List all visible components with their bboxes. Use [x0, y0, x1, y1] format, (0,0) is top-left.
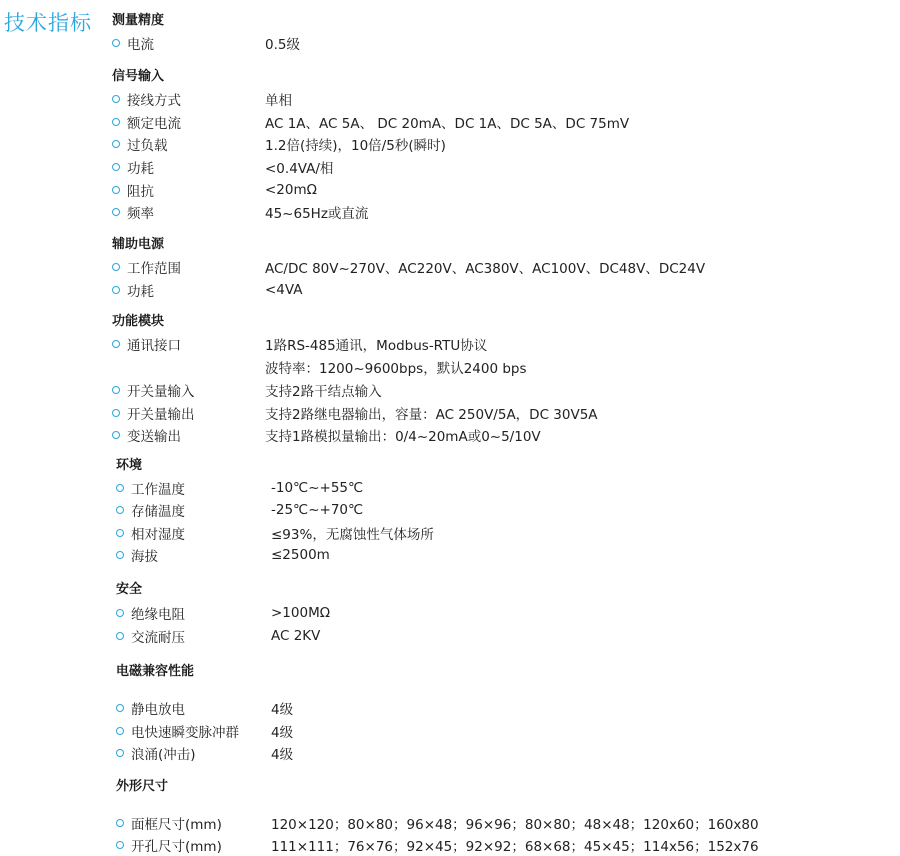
- spec-value: 支持1路模拟量输出：0/4~20mA或0~5/10V: [265, 429, 541, 446]
- spec-label: 相对湿度: [131, 526, 185, 543]
- spec-row: [112, 279, 303, 302]
- spec-label: 额定电流: [127, 115, 181, 132]
- spec-label: 开孔尺寸(mm): [131, 839, 222, 855]
- spec-value: <20mΩ: [265, 181, 317, 198]
- spec-label: 开关量输入: [127, 383, 195, 400]
- spec-row: [116, 601, 331, 624]
- spec-value: 4级: [271, 702, 294, 719]
- spec-row: [112, 401, 598, 424]
- spec-row: [116, 624, 321, 647]
- spec-label: 浪涌(冲击): [131, 747, 196, 764]
- circle-bullet-icon: [116, 506, 124, 514]
- section-emc-performance: [116, 661, 294, 765]
- spec-row: [116, 742, 294, 765]
- spec-row: [112, 356, 527, 379]
- spec-label: 接线方式: [127, 93, 181, 110]
- spec-value: ≤2500m: [271, 547, 330, 564]
- spec-value: >100MΩ: [271, 604, 331, 621]
- spec-value: 120×120；80×80；96×48；96×96；80×80；48×48；120x60；160x80: [271, 817, 759, 833]
- spec-label: 频率: [127, 206, 154, 223]
- page-title: 技术指标: [4, 11, 92, 35]
- spec-label: 静电放电: [131, 702, 185, 719]
- circle-bullet-icon: [112, 386, 120, 394]
- spec-row: [116, 834, 759, 856]
- circle-bullet-icon: [116, 609, 124, 617]
- spec-label: 功耗: [127, 283, 154, 300]
- spec-label: 功耗: [127, 161, 154, 178]
- circle-bullet-icon: [112, 431, 120, 439]
- spec-value: AC/DC 80V~270V、AC220V、AC380V、AC100V、DC48V、DC24V: [265, 261, 706, 278]
- spec-value: -10℃~+55℃: [271, 480, 364, 497]
- spec-row: [112, 201, 369, 224]
- section-title: 功能模块: [112, 314, 165, 329]
- section-title: 环境: [116, 458, 143, 473]
- spec-label: 工作温度: [131, 482, 185, 499]
- spec-label: 过负载: [127, 138, 168, 155]
- spec-value: AC 2KV: [271, 627, 321, 644]
- spec-value: <0.4VA/相: [265, 161, 334, 178]
- circle-bullet-icon: [112, 163, 120, 171]
- spec-row: [112, 178, 317, 201]
- spec-row: [112, 333, 488, 356]
- spec-row: [112, 88, 292, 111]
- spec-row: [116, 499, 364, 521]
- circle-bullet-icon: [116, 704, 124, 712]
- spec-row: [116, 697, 294, 720]
- circle-bullet-icon: [112, 39, 120, 47]
- section-title: 安全: [116, 582, 143, 597]
- section-measurement-accuracy: [112, 10, 300, 54]
- spec-value: 单相: [265, 93, 292, 110]
- spec-value: 0.5级: [265, 37, 300, 53]
- spec-row: [112, 156, 334, 179]
- circle-bullet-icon: [112, 263, 120, 271]
- section-dimensions: [116, 776, 759, 856]
- circle-bullet-icon: [116, 484, 124, 492]
- circle-bullet-icon: [112, 409, 120, 417]
- spec-row: [112, 111, 630, 134]
- circle-bullet-icon: [116, 632, 124, 640]
- spec-row: [112, 133, 446, 156]
- spec-label: 通讯接口: [127, 338, 181, 355]
- spec-row: [116, 720, 294, 743]
- circle-bullet-icon: [112, 95, 120, 103]
- spec-value: -25℃~+70℃: [271, 502, 364, 519]
- spec-label: 阻抗: [127, 183, 154, 200]
- spec-row: [116, 477, 364, 499]
- circle-bullet-icon: [112, 186, 120, 194]
- spec-row: [116, 522, 434, 544]
- section-title: 外形尺寸: [116, 779, 169, 794]
- circle-bullet-icon: [116, 819, 124, 827]
- spec-row: [116, 812, 759, 834]
- spec-row: [112, 379, 382, 402]
- circle-bullet-icon: [112, 118, 120, 126]
- circle-bullet-icon: [116, 727, 124, 735]
- spec-label: 海拔: [131, 549, 158, 566]
- spec-value: ≤93%，无腐蚀性气体场所: [271, 526, 434, 543]
- spec-label: 交流耐压: [131, 629, 185, 646]
- circle-bullet-icon: [112, 340, 120, 348]
- section-function-modules: [112, 311, 598, 447]
- spec-value: <4VA: [265, 281, 303, 298]
- circle-bullet-icon: [116, 529, 124, 537]
- circle-bullet-icon: [112, 286, 120, 294]
- spec-value: 1.2倍(持续)，10倍/5秒(瞬时): [265, 138, 446, 155]
- spec-row: [112, 32, 300, 54]
- section-title: 信号输入: [112, 69, 165, 84]
- spec-label: 电快速瞬变脉冲群: [131, 724, 239, 741]
- circle-bullet-icon: [116, 749, 124, 757]
- spec-value: 45~65Hz或直流: [265, 206, 369, 223]
- section-safety: [116, 579, 331, 647]
- spec-row: [112, 424, 541, 447]
- spec-value: AC 1A、AC 5A、 DC 20mA、DC 1A、DC 5A、DC 75mV: [265, 115, 630, 132]
- spec-value: 4级: [271, 724, 294, 741]
- spec-value: 波特率：1200~9600bps，默认2400 bps: [265, 361, 527, 378]
- section-environment: [116, 455, 434, 566]
- circle-bullet-icon: [112, 140, 120, 148]
- spec-label: 电流: [127, 37, 154, 53]
- circle-bullet-icon: [116, 841, 124, 849]
- section-title: 辅助电源: [112, 237, 165, 252]
- spec-row: [116, 544, 330, 566]
- spec-value: 支持2路干结点输入: [265, 383, 382, 400]
- section-title: 测量精度: [112, 13, 165, 28]
- circle-bullet-icon: [112, 208, 120, 216]
- spec-value: 支持2路继电器输出，容量：AC 250V/5A，DC 30V5A: [265, 406, 598, 423]
- spec-label: 绝缘电阻: [131, 606, 185, 623]
- spec-label: 开关量输出: [127, 406, 195, 423]
- section-signal-input: [112, 66, 630, 224]
- spec-value: 4级: [271, 747, 294, 764]
- spec-value: 1路RS-485通讯，Modbus-RTU协议: [265, 338, 488, 355]
- spec-label: 工作范围: [127, 261, 181, 278]
- spec-value: 111×111；76×76；92×45；92×92；68×68；45×45；114x56；152x76: [271, 839, 759, 855]
- spec-row: [112, 256, 706, 279]
- spec-label: 面框尺寸(mm): [131, 817, 222, 833]
- spec-label: 变送输出: [127, 429, 181, 446]
- circle-bullet-icon: [116, 551, 124, 559]
- section-title: 电磁兼容性能: [116, 664, 195, 679]
- spec-label: 存储温度: [131, 504, 185, 521]
- section-auxiliary-power: [112, 234, 706, 301]
